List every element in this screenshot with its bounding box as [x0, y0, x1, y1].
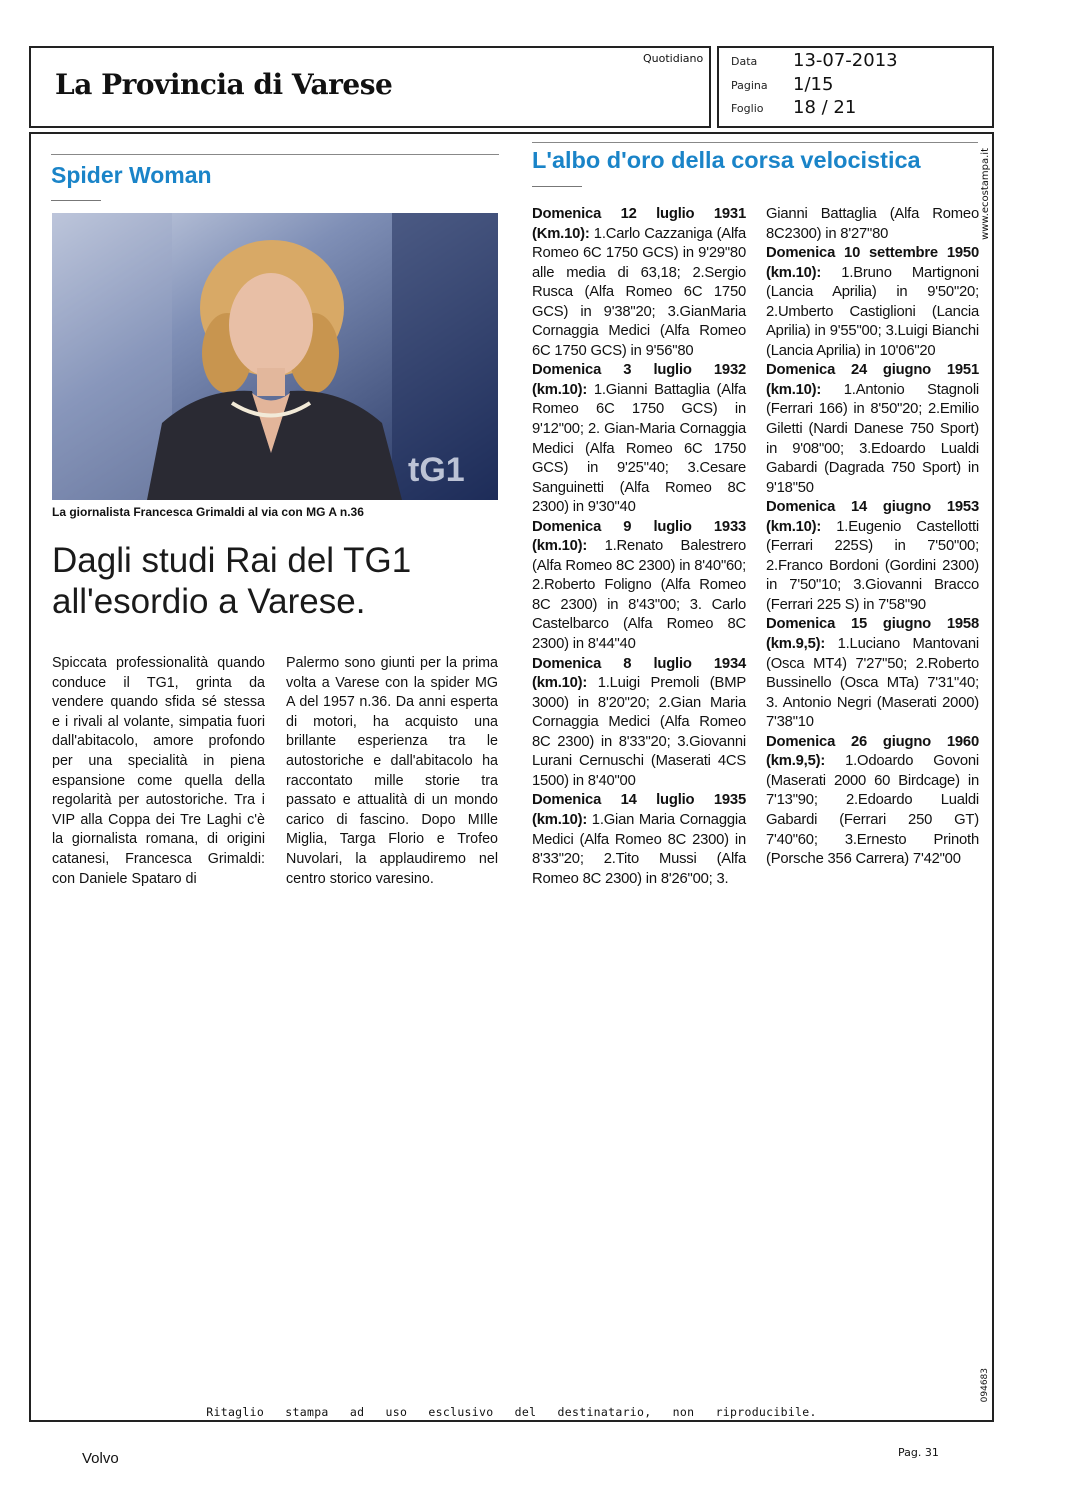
masthead: La Provincia di Varese — [55, 68, 393, 101]
result-text: 1.Renato Balestrero (Alfa Romeo 8C 2300) in 8'40"60; 2.Roberto Foligno (Alfa Romeo 8C 2300) in 8'43"00; 3. Carlo Castelbarco (Alfa Romeo 8C 2300) in 8'44"40 — [532, 538, 746, 653]
headline-line-1: Dagli studi Rai del TG1 — [52, 541, 412, 580]
meta-value-data: 13-07-2013 — [793, 50, 898, 71]
headline-line-2: all'esordio a Varese. — [52, 582, 366, 621]
result-entry — [766, 244, 979, 361]
result-text: 1.Antonio Stagnoli (Ferrari 166) in 8'50"20; 2.Emilio Giletti (Nardi Danese 750 Sport) in 9'08"00; 3.Edoardo Lualdi Gabardi (Dagrada 750 Sport) in 9'18"50 — [766, 381, 979, 496]
result-entry — [532, 518, 746, 655]
result-head: Domenica 15 giugno 1958 (km.9,5): — [766, 616, 979, 653]
result-text: Gianni Battaglia (Alfa Romeo 8C2300) in 8'27"80 — [766, 206, 979, 242]
meta-label-pagina: Pagina — [731, 79, 768, 92]
honor-roll-title: L'albo d'oro della corsa velocistica — [532, 147, 921, 173]
result-text: 1.Gianni Battaglia (Alfa Romeo 6C 1750 GCS) in 9'12"00; 2. Gian-Maria Cornaggia Medici (Alfa Romeo 6C 1750 GCS) in 9'25"40; 3.Cesare Sanguinetti (Alfa Romeo 8C 2300) in 9'30"40 — [532, 381, 746, 516]
result-entry — [766, 615, 979, 732]
reproduction-notice: Ritaglio stampa ad uso esclusivo del destinatario, non riproducibile. — [206, 1405, 817, 1419]
tg1-logo: tG1 — [408, 451, 465, 489]
results-column-2 — [766, 205, 979, 870]
result-entry — [766, 361, 979, 498]
result-head: Domenica 8 luglio 1934 (km.10): — [532, 655, 746, 692]
result-entry — [766, 205, 979, 244]
result-text: 1.Luigi Premoli (BMP 3000) in 8'20"20; 2.Gian Maria Cornaggia Medici (Alfa Romeo 8C 2300) in 8'33"20; 3.Giovanni Lurani Cernuschi (Maserati 4CS 1500) in 8'40"00 — [532, 675, 746, 789]
result-head: Domenica 14 luglio 1935 (km.10): — [532, 792, 746, 828]
meta-value-pagina: 1/15 — [793, 74, 834, 95]
meta-label-data: Data — [731, 55, 758, 68]
result-text: 1.Bruno Martignoni (Lancia Aprilia) in 9'50"20; 2.Umberto Castiglioni (Lancia Aprilia) in 9'55"00; 3.Luigi Bianchi (Lancia Aprilia) in 10'06"20 — [766, 264, 979, 359]
result-entry — [532, 791, 746, 889]
result-entry — [766, 733, 979, 870]
headline — [52, 540, 502, 622]
section-rule-right — [532, 142, 978, 143]
results-column-1 — [532, 205, 746, 889]
result-entry — [532, 361, 746, 517]
article-column-1: Spiccata professionalità quando conduce il TG1, grinta da vendere quando sfida sé stessa e i rivali al volante, simpatia fuori dall'abitacolo, amore profondo per una specialità in piena espansione come quella della regolarità per autostoriche. Tra i VIP alla Coppa dei Tre Laghi c'è la giornalista romana, di origini catanesi, Francesca Grimaldi: con Daniele Spataro di — [52, 655, 265, 887]
article-column-2: Palermo sono giunti per la prima volta a Varese con la spider MG A del 1957 n.36. Da anni esperta di motori, ha acquisto una brillante esperienza tra le autostoriche e dall'abitacolo ha raccontato mille storie tra passato e attualità di un mondo carico di fascino. Dopo MIlle Miglia, Targa Florio e Trofeo Nuvolari, la applaudiremo nel centro storico varesino. — [286, 655, 498, 887]
result-text: 1.Odoardo Govoni (Maserati 2000 60 Birdcage) in 7'13"90; 2.Edoardo Lualdi Gabardi (Ferrari 250 GT) 7'40"60; 3.Ernesto Prinoth (Porsche 356 Carrera) 7'42"00 — [766, 753, 979, 868]
title-underline — [532, 186, 582, 187]
result-head: Domenica 24 giugno 1951 (km.10): — [766, 362, 979, 398]
meta-value-foglio: 18 / 21 — [793, 97, 857, 118]
result-head: Domenica 10 settembre 1950 (km.10): — [766, 245, 979, 281]
news-anchor-photo — [52, 213, 498, 500]
result-text: 1.Luciano Mantovani (Osca MT4) 7'27"50; 2.Roberto Bussinello (Osca MTa) 7'31"40; 3. Antonio Negri (Maserati 2000) 7'38"10 — [766, 636, 979, 731]
side-url: www.ecostampa.it — [980, 148, 991, 240]
result-entry — [532, 655, 746, 792]
photo-caption: La giornalista Francesca Grimaldi al via con MG A n.36 — [52, 505, 364, 519]
result-text: 1.Eugenio Castellotti (Ferrari 225S) in 7'50"00; 2.Franco Bordoni (Gordini 2300) in 7'50"10; 3.Giovanni Bracco (Ferrari 225 S) in 7'58"90 — [766, 518, 979, 613]
kicker: Spider Woman — [51, 162, 212, 188]
page-number: Pag. 31 — [898, 1446, 939, 1459]
result-head: Domenica 12 luglio 1931 (Km.10): — [532, 206, 746, 242]
result-entry — [766, 498, 979, 615]
result-text: 1.Gian Maria Cornaggia Medici (Alfa Romeo 8C 2300) in 8'33"20; 2.Tito Mussi (Alfa Romeo 8C 2300) in 8'26"00; 3. — [532, 811, 746, 887]
result-entry — [532, 205, 746, 361]
side-code: 094683 — [980, 1368, 990, 1403]
frequency-label: Quotidiano — [643, 52, 704, 65]
result-head: Domenica 9 luglio 1933 (km.10): — [532, 518, 746, 555]
result-head: Domenica 3 luglio 1932 (km.10): — [532, 362, 746, 398]
meta-label-foglio: Foglio — [731, 102, 764, 115]
result-head: Domenica 26 giugno 1960 (km.9,5): — [766, 733, 979, 770]
section-rule-left — [51, 154, 499, 155]
kicker-underline — [51, 200, 101, 201]
result-head: Domenica 14 giugno 1953 (km.10): — [766, 499, 979, 535]
result-text: 1.Carlo Cazzaniga (Alfa Romeo 6C 1750 GCS) in 9'29"80 alle media di 63,18; 2.Sergio Rusca (Alfa Romeo 6C 1750 GCS) in 9'38"20; 3.GianMaria Cornaggia Medici (Alfa Romeo 6C 1750 GCS) in 9'56"80 — [532, 225, 746, 359]
meta-box — [717, 46, 994, 128]
client-name: Volvo — [82, 1450, 119, 1467]
